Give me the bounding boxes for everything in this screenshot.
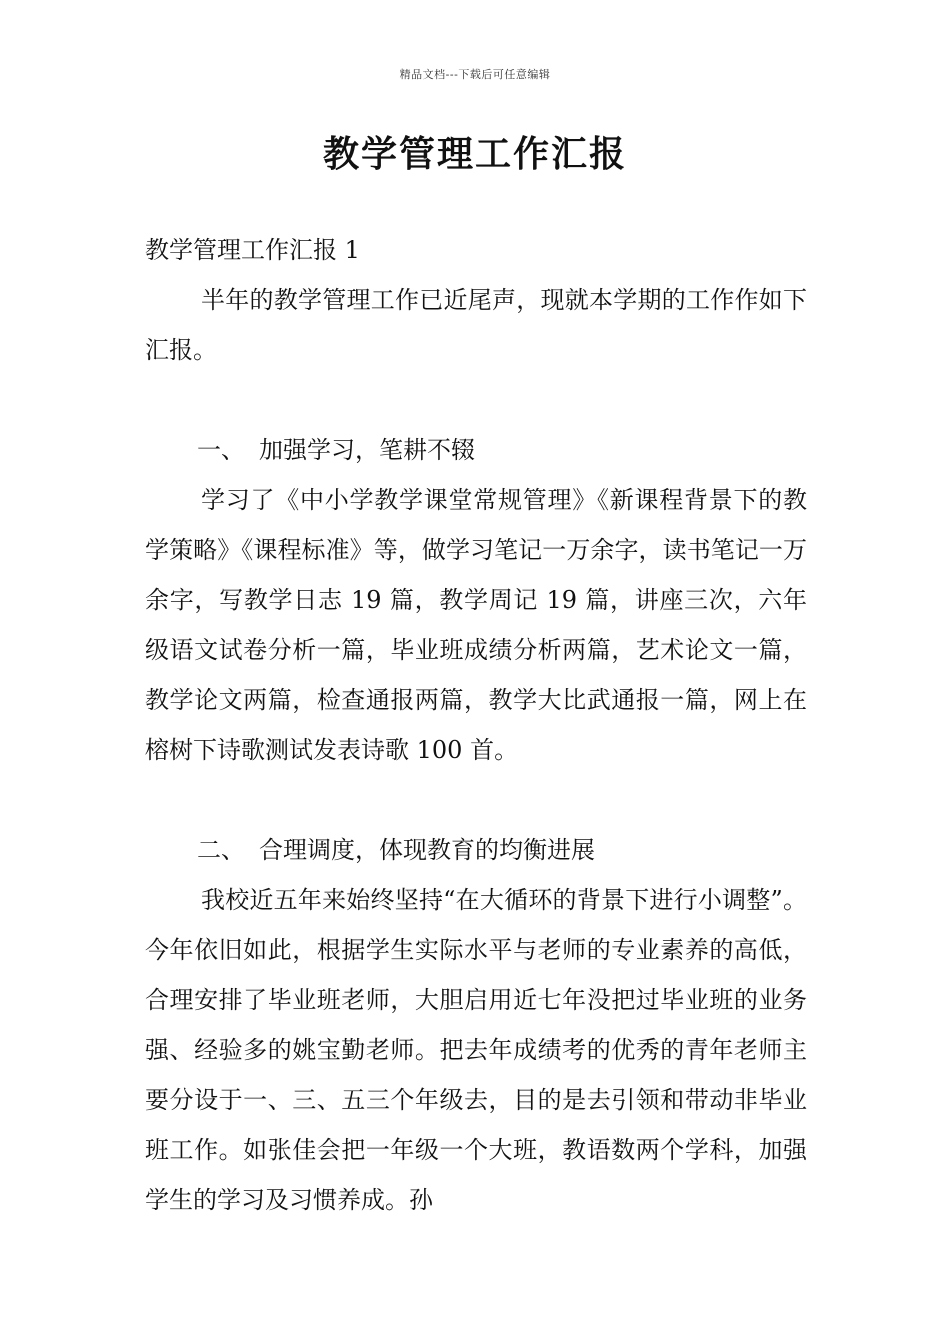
section-number-1: 一、 [197,436,245,464]
section-heading-text-1: 加强学习，笔耕不辍 [259,436,475,464]
header-note: 精品文档---下载后可任意编辑 [399,68,551,81]
spacer [145,375,807,425]
section-number-2: 二、 [197,836,245,864]
document-subtitle: 教学管理工作汇报 1 [145,236,360,264]
section-heading-text-2: 合理调度，体现教育的均衡进展 [259,836,595,864]
intro-paragraph: 半年的教学管理工作已近尾声，现就本学期的工作作如下汇报。 [145,286,807,364]
document-title: 教学管理工作汇报 [322,133,627,175]
section-heading-1 [145,425,807,475]
section-paragraph-2: 我校近五年来始终坚持“在大循环的背景下进行小调整”。今年依旧如此，根据学生实际水平与老师的专业素养的高低，合理安排了毕业班老师，大胆启用近七年没把过毕业班的业务强、经验多的姚宝勤老师。把去年成绩考的优秀的青年老师主要分设于一、三、五三个年级去，目的是去引领和带动非毕业班工作。如张佳会把一年级一个大班，教语数两个学科，加强学生的学习及习惯养成。孙 [145,886,807,1214]
section-heading-2 [145,825,807,875]
section-paragraph-1: 学习了《中小学教学课堂常规管理》《新课程背景下的教学策略》《课程标准》等，做学习笔记一万余字，读书笔记一万余字，写教学日志 19 篇，教学周记 19 篇，讲座三次，六年级语文试卷分析一篇，毕业班成绩分析两篇，艺术论文一篇，教学论文两篇，检查通报两篇，教学大比武通报一篇，网上在榕树下诗歌测试发表诗歌 100 首。 [145,486,807,764]
document-body [145,225,807,1225]
spacer [145,775,807,825]
